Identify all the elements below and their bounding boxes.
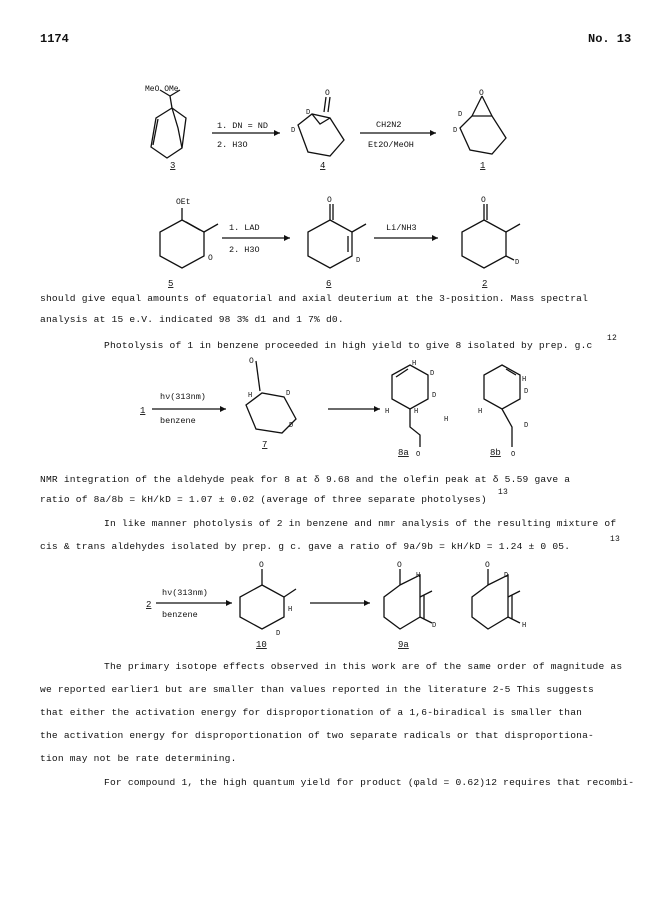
cmpd2-label: 2 [482,279,488,289]
step-r2-2a: Li/NH3 [386,223,417,233]
svg-text:O: O [479,89,484,98]
text3-line4: the activation energy for disproportionation of two separate radicals or that disproportiona- [40,730,595,741]
scheme-2 [0,355,672,465]
text3-line5: tion may not be rate determining. [40,753,237,764]
page-number: 1174 [40,32,69,46]
s2-cond-bottom: benzene [160,416,196,426]
scheme-1-row-1 [0,0,672,180]
svg-text:O: O [481,196,486,205]
svg-text:H: H [414,408,419,416]
para1-line2: analysis at 15 e.V. indicated 98 3% d1 and 1 7% d0. [40,314,344,325]
svg-text:H: H [416,572,421,580]
svg-text:O: O [259,561,264,570]
svg-text:H: H [522,622,527,630]
compound-9b-structure [472,561,526,630]
svg-text:D: D [432,622,437,630]
s2-cond-top: hν(313nm) [160,392,206,402]
para2-ref: 12 [607,334,618,343]
svg-text:D: D [432,392,437,400]
svg-text:O: O [325,89,330,98]
cmpd4-label: 4 [320,161,326,171]
cmpd5-substituent: OEt [176,198,191,207]
s2-intermediate: 7 [262,440,268,450]
text2-line2-ref: 13 [498,488,509,497]
s3-reactant: 2 [146,600,152,610]
svg-text:H: H [412,360,417,368]
svg-text:H: H [288,606,293,614]
compound-5-structure [160,208,218,268]
compound-7-structure [246,357,296,433]
text2-line4: cis & trans aldehydes isolated by prep. g c. gave a ratio of 9a/9b = kH/kD = 1.24 ± 0 05. [40,541,571,552]
svg-text:H: H [385,408,390,416]
para2-line1: Photolysis of 1 in benzene proceeded in high yield to give 8 isolated by prep. g.c [104,340,593,351]
cmpd3-label: 3 [170,161,176,171]
step-1a: 1. DN = ND [217,121,269,131]
compound-8a-structure [385,360,448,459]
svg-text:O: O [208,254,213,263]
step-2b: Et2O/MeOH [368,140,414,150]
svg-text:D: D [289,422,294,430]
svg-text:H: H [522,376,527,384]
cmpd1-label: 1 [480,161,486,171]
text3-line1: The primary isotope effects observed in this work are of the same order of magnitude as [104,661,623,672]
s3-prod-a: 9a [398,640,409,650]
svg-text:D: D [453,127,458,135]
svg-text:H: H [478,408,483,416]
compound-1-structure [453,89,506,154]
s2-prod-b: 8b [490,448,501,458]
text2-line4-ref: 13 [610,535,621,544]
compound-10-structure [240,561,296,638]
svg-text:D: D [458,111,463,119]
s3-cond-top: hν(313nm) [162,588,208,598]
journal-issue: No. 13 [588,32,632,46]
svg-text:O: O [416,451,421,459]
svg-text:O: O [397,561,402,570]
cmpd3-substituent: MeO OMe [145,85,179,94]
svg-text:D: D [291,127,296,135]
step-r2-1a: 1. LAD [229,223,260,233]
svg-text:D: D [524,388,529,396]
s3-intermediate: 10 [256,640,267,650]
s3-cond-bottom: benzene [162,610,198,620]
svg-text:D: D [515,259,520,267]
svg-text:D: D [524,422,529,430]
text2-line3: In like manner photolysis of 2 in benzene and nmr analysis of the resulting mixture of [104,518,617,529]
step-2a: CH2N2 [376,120,402,130]
svg-text:H: H [248,392,253,400]
svg-text:D: D [276,630,281,638]
para1-line1: should give equal amounts of equatorial and axial deuterium at the 3-position. Mass spectral [40,293,589,304]
s2-reactant: 1 [140,406,146,416]
cmpd5-label: 5 [168,279,174,289]
svg-text:D: D [504,572,509,580]
scheme-1-row-2 [0,190,672,290]
svg-text:O: O [327,196,332,205]
text2-line2: ratio of 8a/8b = kH/kD = 1.07 ± 0.02 (average of three separate photolyses) [40,494,487,505]
svg-text:D: D [356,257,361,265]
compound-4-structure [291,89,344,156]
text3-line2: we reported earlier1 but are smaller than values reported in the literature 2-5 This suggests [40,684,595,695]
text2-line1: NMR integration of the aldehyde peak for 8 at δ 9.68 and the olefin peak at δ 5.59 gave a [40,474,571,485]
compound-6-structure [308,196,366,268]
compound-3-structure [151,90,186,158]
step-r2-1b: 2. H3O [229,245,260,255]
step-1b: 2. H3O [217,140,248,150]
text3-line6: For compound 1, the high quantum yield for product (φald = 0.62)12 requires that recombi- [104,777,635,788]
cmpd6-label: 6 [326,279,332,289]
svg-text:D: D [286,390,291,398]
s2-prod-a: 8a [398,448,409,458]
svg-text:O: O [485,561,490,570]
svg-text:D: D [306,109,311,117]
svg-text:O: O [511,451,516,459]
compound-9a-structure [384,561,436,630]
compound-2-structure [462,196,520,268]
svg-text:D: D [430,370,435,378]
svg-text:H: H [444,416,449,424]
scheme-3 [0,555,672,655]
compound-8b-structure [478,365,528,459]
text3-line3: that either the activation energy for disproportionation of a 1,6-biradical is smaller than [40,707,583,718]
svg-text:O: O [249,357,254,366]
